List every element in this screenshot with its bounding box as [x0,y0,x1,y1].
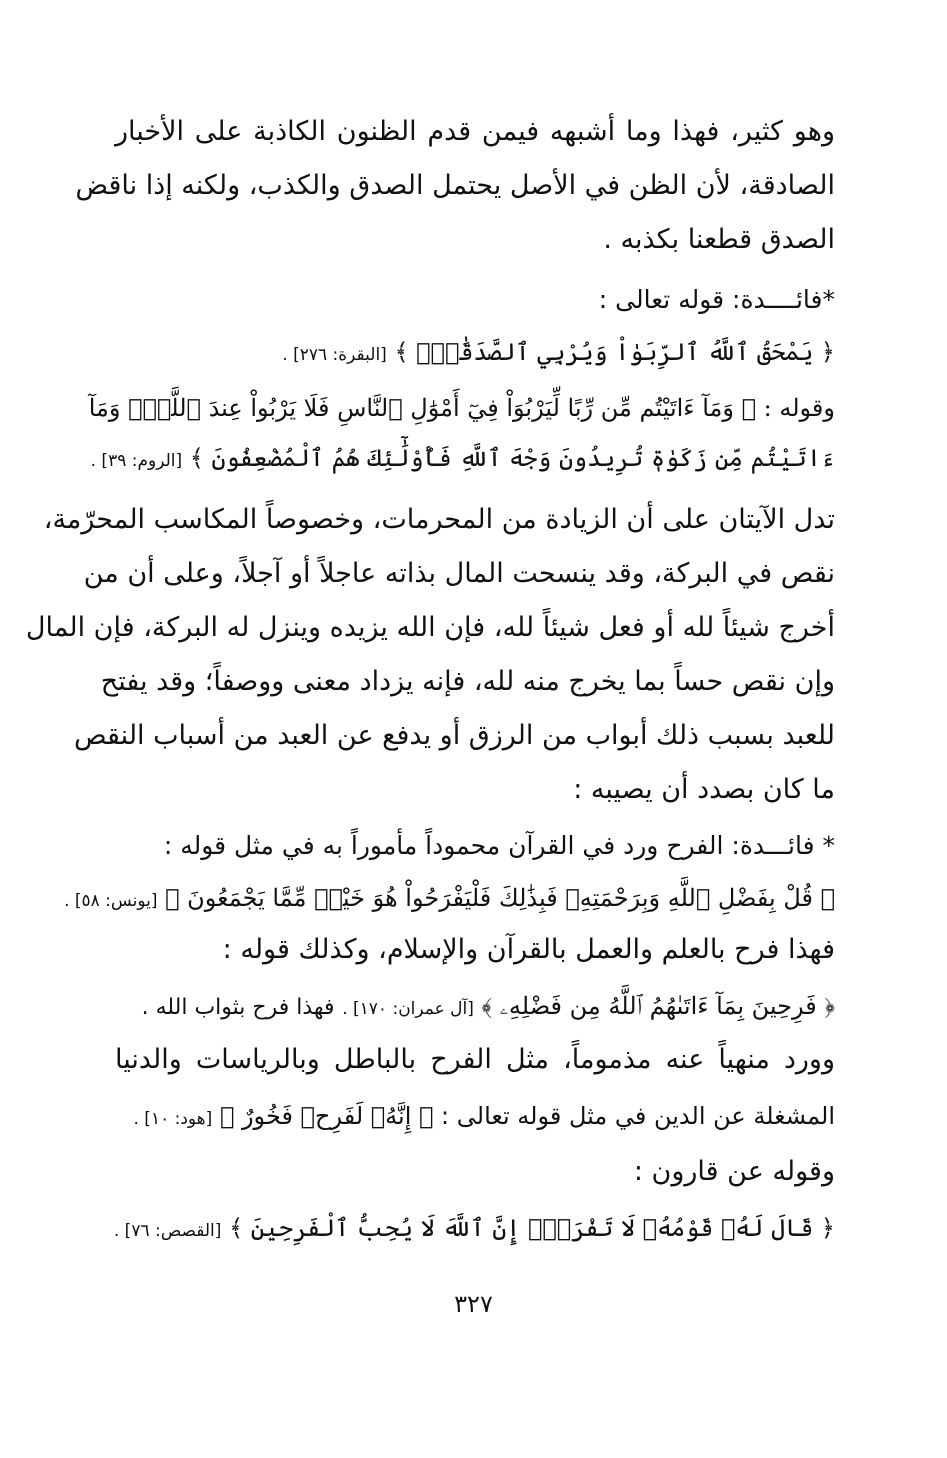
verse-text: ﴿ يَمْحَقُ ٱللَّهُ ٱلرِّبَوٰاْ وَيُرْبِي ٱلصَّدَقَٰتِۗ ﴾ [394,338,835,366]
quran-verse [115,334,835,373]
section-heading: *فائــــدة: قوله تعالى : [598,285,835,314]
section-heading: * فائـــدة: الفرح ورد في القرآن محموداً مأموراً به في مثل قوله : [163,831,835,860]
text-line: الصادقة، لأن الظن في الأصل يحتمل الصدق والكذب، ولكنه إذا ناقض [75,170,835,201]
quran-verse [115,988,835,1027]
verse-text: ﴿ قَالَ لَهُۥ قَوْمُهُۥ لَا تَفْرَحْۖ إِنَّ ٱللَّهَ لَا يُحِبُّ ٱلْفَرِحِينَ ﴾ [229,1214,835,1242]
verse-reference: [البقرة: ٢٧٦] . [282,345,387,365]
text-line: أخرج شيئاً لله أو فعل شيئاً لله، فإن الله يزيده وينزل له البركة، فإن المال [25,612,835,643]
quran-verse [90,440,835,479]
text-line [115,1098,835,1137]
text-line: تدل الآيتان على أن الزيادة من المحرمات، وخصوصاً المكاسب المحرّمة، [43,504,835,535]
quran-verse [64,880,835,919]
page-number: ٣٢٧ [454,1290,493,1318]
text-line: وورد منهياً عنه مذموماً، مثل الفرح بالباطل وبالرياسات والدنيا [115,1044,835,1075]
text-line: فهذا فرح بثواب الله . [141,995,335,1020]
verse-reference: [الروم: ٣٩] . [90,451,183,471]
verse-text: المشغلة عن الدين في مثل قوله تعالى : ﴿ إِنَّهُۥ لَفَرِحٞ فَخُورٌ ﴾ [219,1102,835,1130]
text-line: وهو كثير، فهذا وما أشبهه فيمن قدم الظنون الكاذبة على الأخبار [115,116,835,147]
text-line: للعبد بسبب ذلك أبواب من الرزق أو يدفع عن العبد من أسباب النقص [73,720,835,751]
text-line: فهذا فرح بالعلم والعمل بالقرآن والإسلام، وكذلك قوله : [222,934,835,965]
text-line: نقص في البركة، وقد ينسحت المال بذاته عاجلاً أو آجلاً، وعلى أن من [83,558,835,589]
verse-text: ﴿ قُلْ بِفَضْلِ ٱللَّهِ وَبِرَحْمَتِهِۦ فَبِذَٰلِكَ فَلْيَفْرَحُواْ هُوَ خَيْرٞ مِّمَّا يَجْمَعُونَ ﴾ [165,884,835,912]
verse-reference: [هود: ١٠] . [133,1109,213,1129]
verse-text: ءَاتَيْتُم مِّن زَكَوٰةٖ تُرِيدُونَ وَجْهَ ٱللَّهِ فَأُوْلَٰٓئِكَ هُمُ ٱلْمُضْعِفُونَ ﴾ [189,444,835,472]
quran-verse: وقوله : ﴿ وَمَآ ءَاتَيْتُم مِّن رِّبًا لِّيَرْبُوَاْ فِيٓ أَمْوَٰلِ ٱلنَّاسِ فَلَا يَرْبُواْ عِندَ ٱللَّهِۖ وَمَآ [88,394,835,422]
text-line: وقوله عن قارون : [633,1156,835,1187]
verse-text: ﴿ فَرِحِينَ بِمَآ ءَاتَىٰهُمُ ٱللَّهُ مِن فَضْلِهِۦ ﴾ [481,992,835,1020]
verse-reference: [يونس: ٥٨] . [64,891,158,911]
verse-reference: [القصص: ٧٦] . [113,1221,222,1241]
verse-reference: [آل عمران: ١٧٠] . [342,999,474,1019]
text-line: الصدق قطعنا بكذبه . [603,224,835,255]
text-line: وإن نقص حساً بما يخرج منه لله، فإنه يزداد معنى ووصفاً؛ وقد يفتح [100,666,835,697]
text-line: ما كان بصدد أن يصيبه : [573,774,835,805]
quran-verse [115,1210,835,1249]
